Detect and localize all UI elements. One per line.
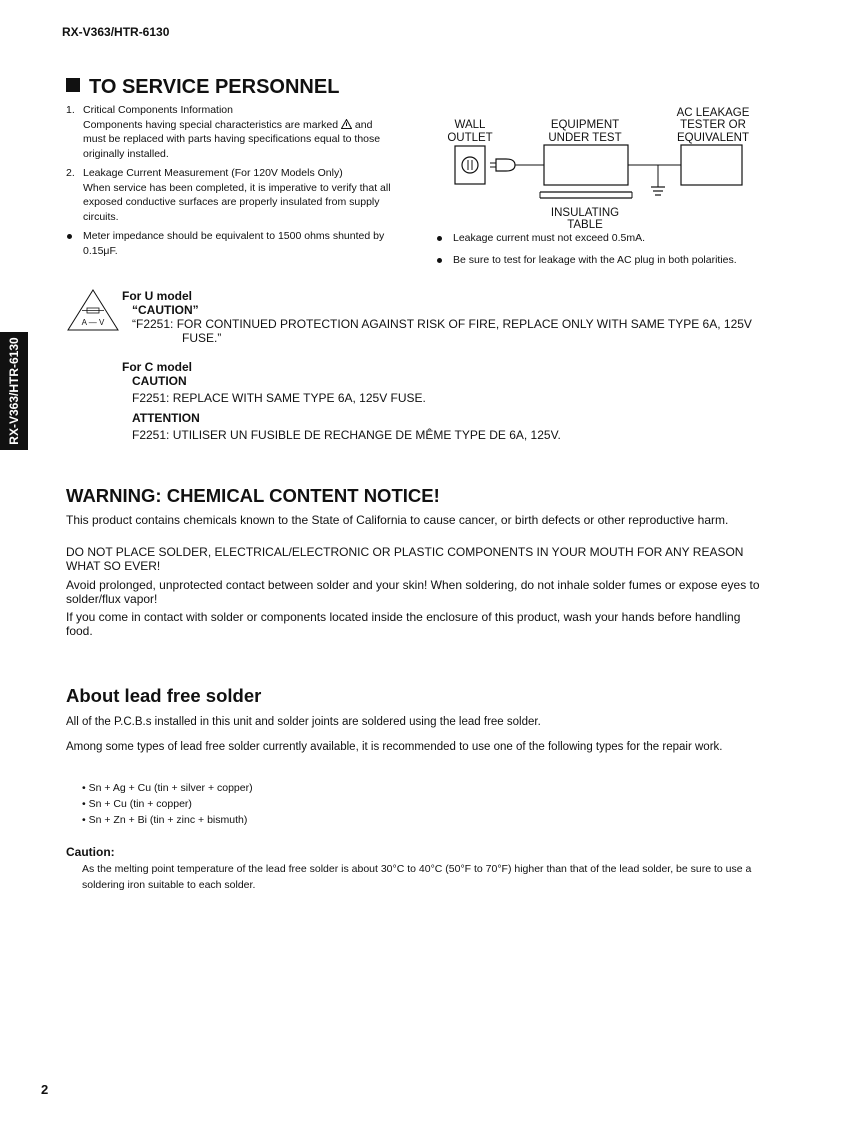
- tester-label: TESTER OR: [680, 119, 746, 131]
- item-title: Critical Components Information: [83, 104, 233, 116]
- service-title: TO SERVICE PERSONNEL: [66, 76, 339, 99]
- lead-caution-heading: Caution:: [66, 845, 115, 859]
- attention-text: F2251: UTILISER UN FUSIBLE DE RECHANGE DE MÊME TYPE DE 6A, 125V.: [132, 428, 561, 442]
- list-item: • Sn + Ag + Cu (tin + silver + copper): [82, 782, 253, 794]
- list-item: Leakage current must not exceed 0.5mA.: [436, 231, 766, 246]
- list-item: • Sn + Zn + Bi (tin + zinc + bismuth): [82, 814, 248, 826]
- ac-leakage-label: AC LEAKAGE: [676, 107, 750, 119]
- table-label: TABLE: [567, 219, 603, 231]
- solder-type-list: [82, 780, 253, 828]
- square-bullet-icon: [66, 78, 80, 92]
- side-tab: [0, 332, 28, 450]
- warning-paragraph: Avoid prolonged, unprotected contact between solder and your skin! When soldering, do not inhale solder fumes or expose eyes to solder/flux vapor!: [66, 578, 760, 606]
- list-item: 1. Critical Components Information Components having special characteristics are marked and must be replaced with parts having specifications equal to those originally installed.: [66, 103, 396, 161]
- ac-plug-icon: [496, 159, 515, 171]
- under-test-label: UNDER TEST: [548, 132, 622, 144]
- c-model-heading: For C model: [122, 360, 193, 374]
- outlet-label: OUTLET: [447, 132, 493, 144]
- warning-paragraph: If you come in contact with solder or components located inside the enclosure of this product, wash your hands before handling food.: [66, 610, 741, 638]
- item-text: Components having special characteristics are marked and must be replaced with parts having specifications equal to those originally installed.: [83, 118, 381, 160]
- lead-paragraph: All of the P.C.B.s installed in this unit and solder joints are soldered using the lead free solder.: [66, 716, 541, 728]
- c-caution-heading: CAUTION: [132, 374, 187, 388]
- attention-heading: ATTENTION: [132, 411, 200, 425]
- equipment-box: [544, 145, 628, 185]
- page-number: 2: [41, 1082, 49, 1097]
- u-caution-heading: “CAUTION”: [132, 303, 199, 317]
- list-item: Be sure to test for leakage with the AC plug in both polarities.: [436, 253, 766, 268]
- c-caution-text: F2251: REPLACE WITH SAME TYPE 6A, 125V FUSE.: [132, 391, 426, 405]
- lead-paragraph: Among some types of lead free solder currently available, it is recommended to use one of the following types for the repair work.: [66, 741, 723, 753]
- equivalent-label: EQUIVALENT: [677, 132, 749, 144]
- fuse-warning-icon: [66, 288, 120, 332]
- wall-outlet-box: [455, 146, 485, 184]
- lead-caution-text: As the melting point temperature of the lead free solder is about 30°C to 40°C (50°F to 70°F) higher than that of the lead solder, be sure to use a soldering iron suitable to each solder.: [82, 863, 752, 891]
- list-item: • Sn + Cu (tin + copper): [82, 798, 192, 810]
- side-tab-label: RX-V363/HTR-6130: [7, 337, 21, 445]
- list-item: 2. Leakage Current Measurement (For 120V Models Only) When service has been completed, it is imperative to verify that all exposed conductive surfaces are properly insulated from supply circuits.: [66, 166, 396, 224]
- polarity-note: [436, 253, 766, 268]
- warning-paragraph: This product contains chemicals known to the State of California to cause cancer, or birth defects or other reproductive harm.: [66, 513, 729, 527]
- insulating-label: INSULATING: [550, 207, 620, 219]
- item-text: When service has been completed, it is imperative to verify that all exposed conductive surfaces are properly insulated from supply circuits.: [83, 181, 391, 223]
- equipment-label: EQUIPMENT: [550, 119, 620, 131]
- leakage-note: [436, 231, 766, 246]
- warning-triangle-icon: [341, 119, 352, 129]
- header-model: RX-V363/HTR-6130: [62, 25, 170, 39]
- u-model-heading: For U model: [122, 289, 193, 303]
- caution-block: [122, 289, 782, 442]
- item-title: Leakage Current Measurement (For 120V Models Only): [83, 167, 343, 179]
- svg-text:A — V: A — V: [81, 318, 105, 327]
- outlet-socket-icon: [462, 157, 478, 173]
- wall-label: WALL: [454, 119, 486, 131]
- leakage-test-diagram: [440, 103, 770, 233]
- meter-note: Meter impedance should be equivalent to 1500 ohms shunted by 0.15μF.: [66, 229, 396, 258]
- warning-paragraph: DO NOT PLACE SOLDER, ELECTRICAL/ELECTRONIC OR PLASTIC COMPONENTS IN YOUR MOUTH FOR ANY REASON WHAT SO EVER!: [66, 545, 744, 573]
- lead-free-title: About lead free solder: [66, 685, 262, 706]
- tester-box: [681, 145, 742, 185]
- warning-title: WARNING: CHEMICAL CONTENT NOTICE!: [66, 485, 440, 506]
- service-numbered-list: [66, 103, 396, 258]
- u-caution-text: “F2251: FOR CONTINUED PROTECTION AGAINST RISK OF FIRE, REPLACE ONLY WITH SAME TYPE 6A, 125V FUSE.”: [132, 317, 752, 345]
